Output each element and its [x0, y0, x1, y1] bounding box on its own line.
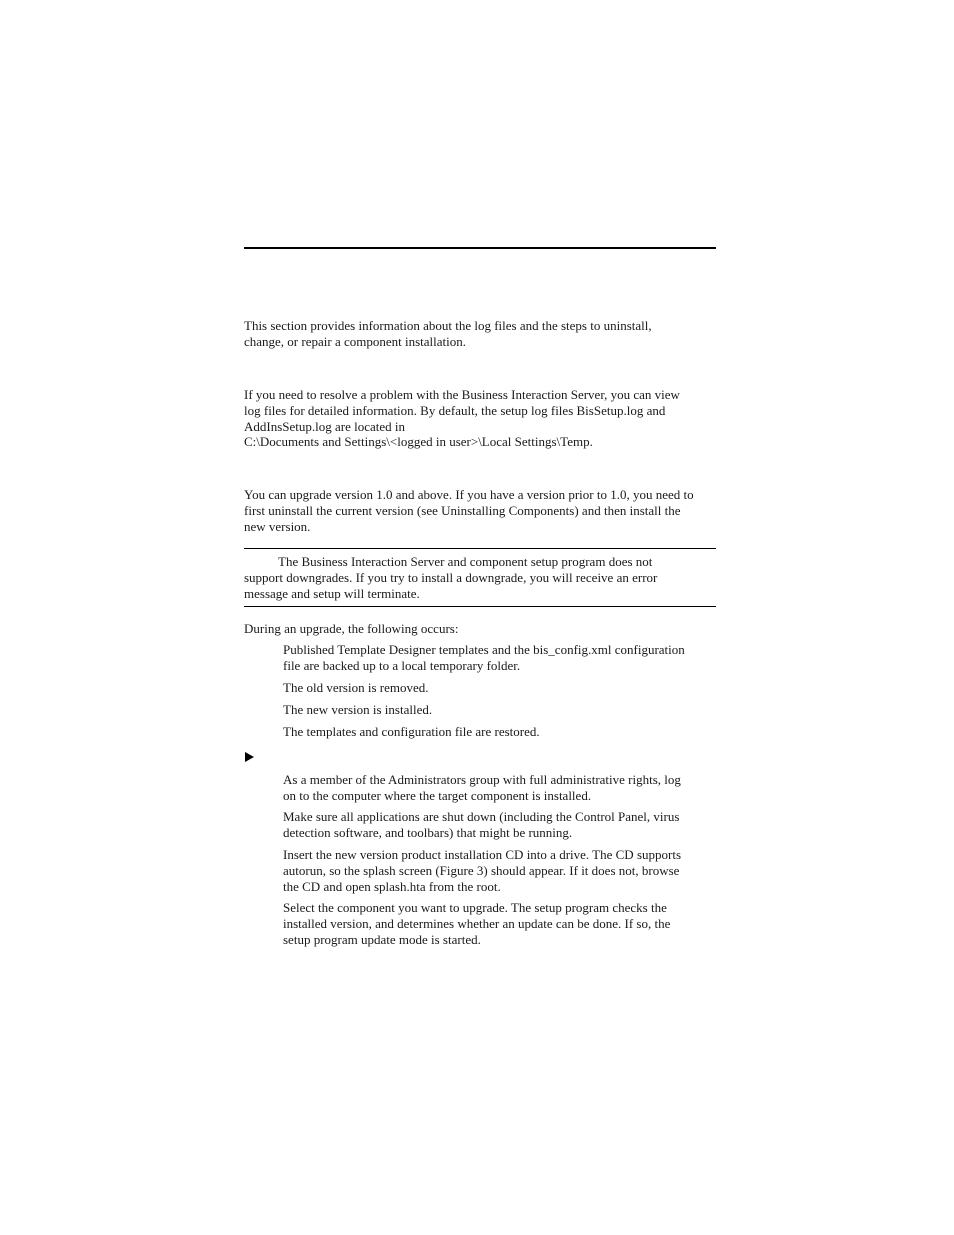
log-files-paragraph: If you need to resolve a problem with the Business Interaction Server, you can view log files for detailed information. By default, the setup log files BisSetup.log and AddInsSetup.log are located in C:\Documents and Settings\<logged in user>\Local Settings\Temp. — [244, 387, 680, 450]
note-bottom-rule — [244, 606, 716, 607]
during-upgrade-text: During an upgrade, the following occurs: — [244, 621, 459, 636]
procedure-arrow-icon — [245, 752, 254, 762]
procedure-step: Select the component you want to upgrade. The setup program checks the installed version, and determines whether an update can be done. If so, the setup program update mode is started. — [283, 900, 671, 947]
procedure-step: As a member of the Administrators group with full administrative rights, log on to the computer where the target component is installed. — [283, 772, 681, 803]
procedure-step: Make sure all applications are shut down (including the Control Panel, virus detection software, and toolbars) that might be running. — [283, 809, 680, 840]
note-top-rule — [244, 548, 716, 549]
list-item: The old version is removed. — [283, 680, 429, 695]
list-item: The new version is installed. — [283, 702, 433, 717]
procedure-step: Insert the new version product installation CD into a drive. The CD supports autorun, so the splash screen (Figure 3) should appear. If it does not, browse the CD and open splash.hta from the root. — [283, 847, 681, 894]
note-paragraph: The Business Interaction Server and component setup program does not support downgrades. If you try to install a downgrade, you will receive an error message and setup will terminate. — [244, 554, 658, 601]
header-rule — [244, 247, 716, 249]
intro-paragraph: This section provides information about the log files and the steps to uninstall, change, or repair a component installation. — [244, 318, 652, 349]
list-item: The templates and configuration file are restored. — [283, 724, 540, 739]
list-item: Published Template Designer templates and the bis_config.xml configuration file are backed up to a local temporary folder. — [283, 642, 685, 673]
upgrade-paragraph: You can upgrade version 1.0 and above. If you have a version prior to 1.0, you need to first uninstall the current version (see Uninstalling Components) and then install the new version. — [244, 487, 694, 534]
